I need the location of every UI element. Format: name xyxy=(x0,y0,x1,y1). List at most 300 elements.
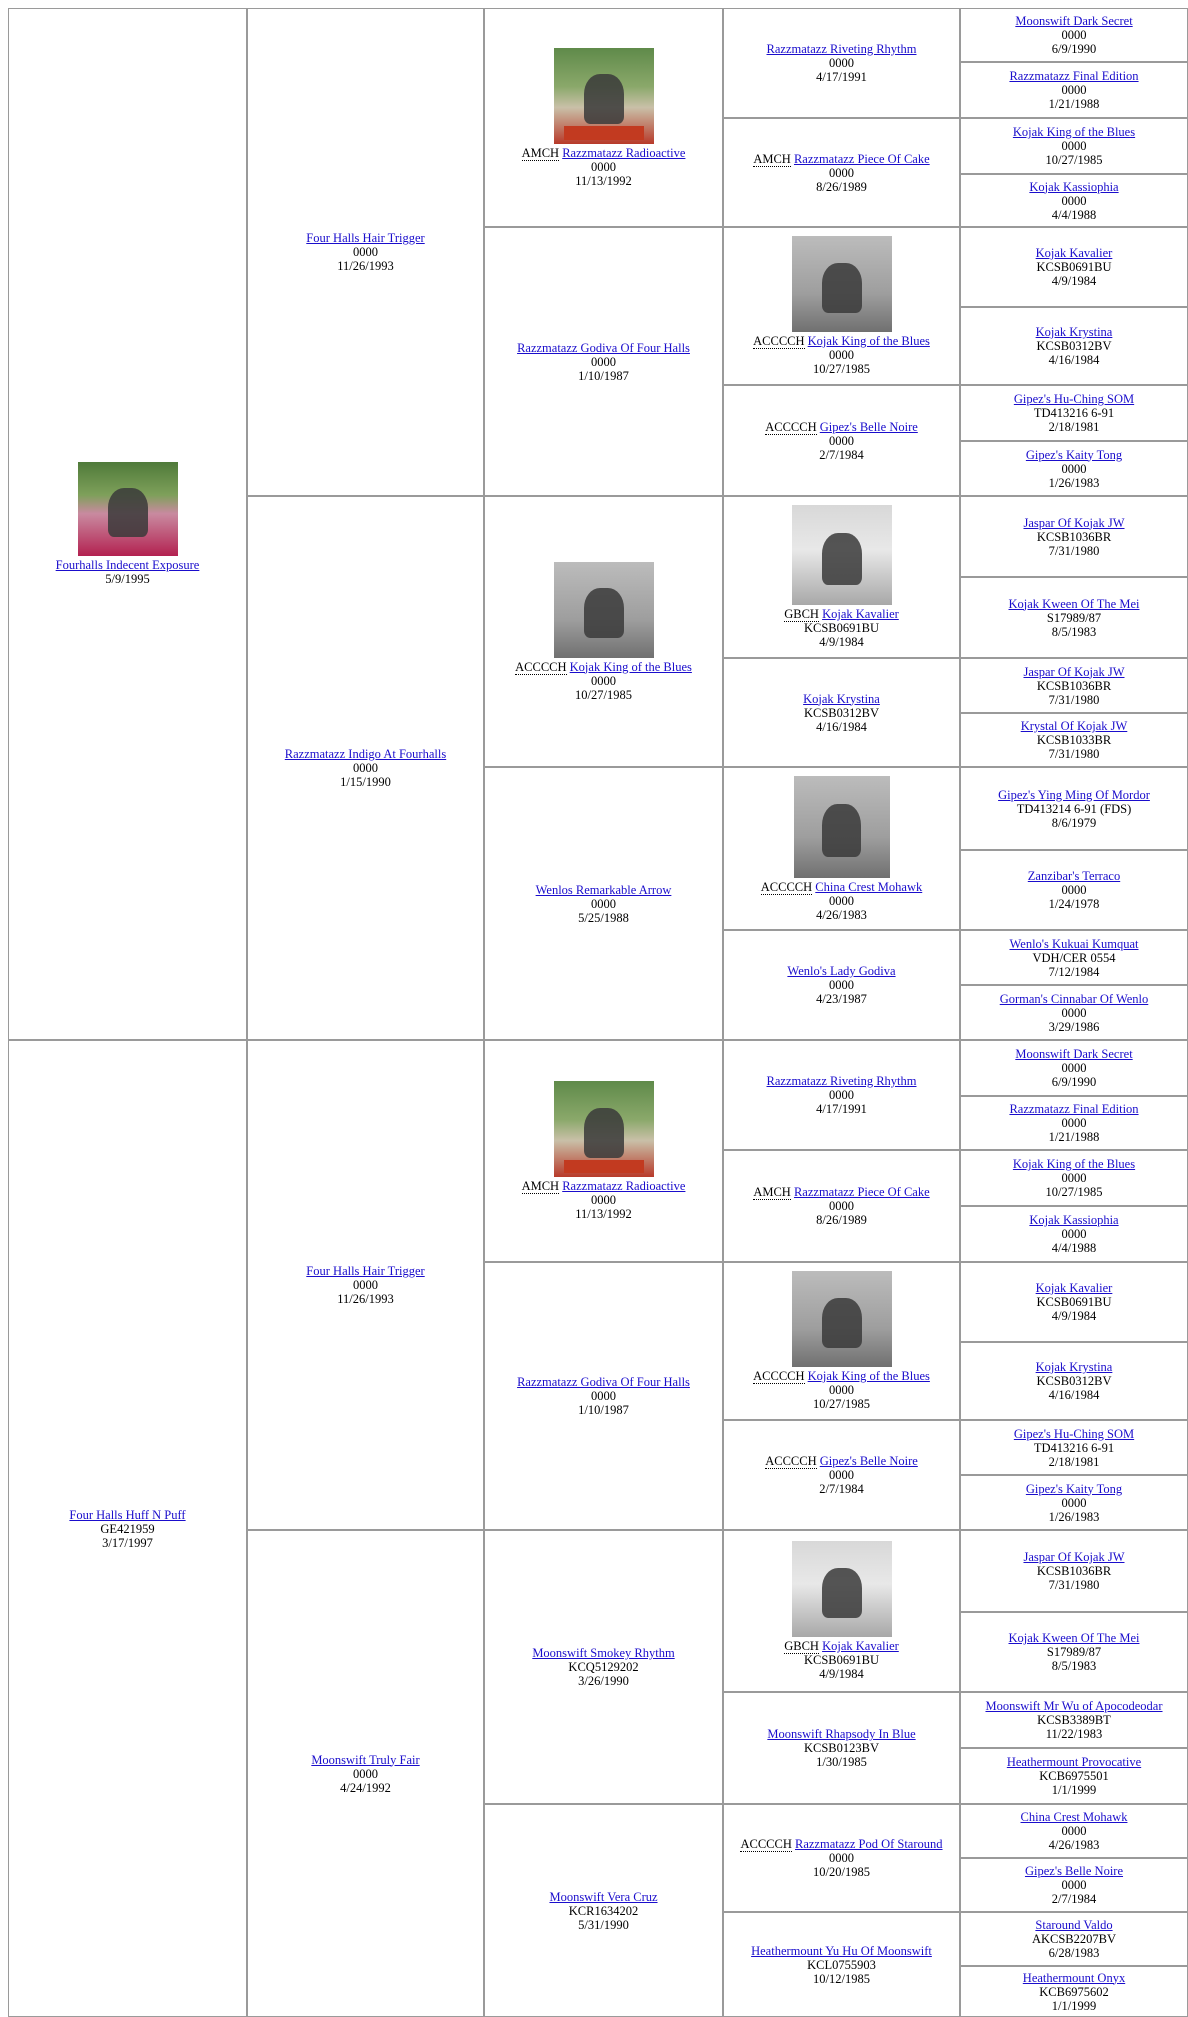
registration-number: 0000 xyxy=(829,165,854,180)
dog-name-line xyxy=(532,1646,674,1660)
birth-date: 4/9/1984 xyxy=(1051,274,1097,288)
gen5-dog-cell xyxy=(960,1966,1188,2017)
gen5-dog-cell xyxy=(960,1342,1188,1420)
dog-name-link[interactable]: Kojak King of the Blues xyxy=(1012,125,1136,139)
dog-name-link[interactable]: Kojak King of the Blues xyxy=(807,334,930,348)
registration-number: 0000 xyxy=(591,1193,616,1207)
birth-date: 1/10/1987 xyxy=(578,368,629,383)
dog-title: AMCH xyxy=(521,145,560,160)
dog-name-link[interactable]: Razzmatazz Radioactive xyxy=(562,1179,686,1193)
registration-number: KCSB0312BV xyxy=(1036,339,1112,353)
gen5-dog-cell xyxy=(960,1262,1188,1342)
dog-name-line xyxy=(787,964,895,978)
gen5-dog-cell xyxy=(960,174,1188,227)
gen5-dog-cell xyxy=(960,1420,1188,1475)
birth-date: 4/24/1992 xyxy=(340,1780,391,1795)
dog-name-line xyxy=(765,1454,918,1468)
dog-name-line xyxy=(1023,516,1124,530)
dog-figure xyxy=(108,488,148,537)
dog-name-link[interactable]: Kojak Kavalier xyxy=(1035,1281,1113,1295)
gen3-dog-cell xyxy=(484,1040,723,1262)
birth-date: 8/26/1989 xyxy=(816,1213,867,1227)
birth-date: 1/1/1999 xyxy=(1051,1783,1097,1797)
dog-name-line xyxy=(761,880,922,894)
registration-number: 0000 xyxy=(829,1468,854,1482)
registration-number: GE421959 xyxy=(100,1521,155,1536)
registration-number: 0000 xyxy=(829,1199,854,1213)
gen4-dog-cell xyxy=(723,930,960,1040)
birth-date: 8/5/1983 xyxy=(1051,1659,1097,1673)
registration-number: KCSB3389BT xyxy=(1037,1713,1111,1727)
birth-date: 4/9/1984 xyxy=(1051,1309,1097,1323)
registration-number: 0000 xyxy=(353,761,378,775)
dog-name-line xyxy=(985,1699,1162,1713)
dog-name-line xyxy=(1023,665,1124,679)
registration-number: 0000 xyxy=(829,893,854,908)
dog-name-link[interactable]: Kojak Kavalier xyxy=(822,607,899,621)
dog-name-line xyxy=(517,341,690,355)
dog-name-link[interactable]: Razzmatazz Indigo At Fourhalls xyxy=(284,747,447,761)
dog-name-link[interactable]: Heathermount Onyx xyxy=(1022,1970,1126,1985)
gen3-dog-cell xyxy=(484,1530,723,1804)
birth-date: 6/9/1990 xyxy=(1051,1075,1097,1089)
birth-date: 8/6/1979 xyxy=(1051,815,1097,830)
birth-date: 4/17/1991 xyxy=(816,70,867,84)
dog-name-line xyxy=(740,1837,942,1851)
birth-date: 2/18/1981 xyxy=(1048,1454,1100,1469)
show-banner xyxy=(564,1160,644,1173)
gen4-dog-cell xyxy=(723,1912,960,2017)
birth-date: 4/17/1991 xyxy=(816,1102,867,1116)
birth-date: 11/26/1993 xyxy=(337,259,394,273)
dog-name-line xyxy=(306,231,424,245)
dog-photo[interactable] xyxy=(794,776,890,878)
dog-name-link[interactable]: Kojak King of the Blues xyxy=(1012,1157,1136,1171)
birth-date: 1/26/1983 xyxy=(1048,475,1100,490)
dog-name-link[interactable]: Kojak King of the Blues xyxy=(807,1369,930,1383)
gen4-dog-cell xyxy=(723,1150,960,1262)
dog-name-link[interactable]: Razzmatazz Final Edition xyxy=(1009,1102,1139,1116)
dog-figure xyxy=(822,263,862,313)
registration-number: 0000 xyxy=(829,433,854,448)
dog-name-line xyxy=(1023,1550,1124,1564)
dog-name-line xyxy=(1029,1213,1118,1227)
gen4-dog-cell xyxy=(723,8,960,118)
registration-number: 0000 xyxy=(591,896,616,911)
dog-title: ACCCCH xyxy=(753,1369,805,1383)
registration-number: 0000 xyxy=(1061,1005,1087,1020)
dog-name-line xyxy=(784,607,899,621)
birth-date: 6/28/1983 xyxy=(1048,1946,1100,1960)
gen3-dog-cell xyxy=(484,8,723,227)
dog-name-line xyxy=(517,1375,690,1389)
gen5-dog-cell xyxy=(960,1475,1188,1530)
birth-date: 11/26/1993 xyxy=(337,1292,394,1306)
gen4-dog-cell xyxy=(723,1692,960,1804)
registration-number: KCSB0691BU xyxy=(1036,260,1112,274)
dog-figure xyxy=(584,74,624,124)
dog-name-line xyxy=(1015,1047,1132,1061)
dog-name-link[interactable]: Gorman's Cinnabar Of Wenlo xyxy=(999,991,1149,1006)
dog-name-link[interactable]: Razzmatazz Riveting Rhythm xyxy=(766,1074,917,1088)
dog-name-line xyxy=(69,1508,185,1522)
dog-name-link[interactable]: Razzmatazz Pod Of Staround xyxy=(795,1837,943,1851)
dog-name-link[interactable]: Razzmatazz Piece Of Cake xyxy=(793,151,930,166)
registration-number: 0000 xyxy=(353,1278,378,1292)
dog-name-link[interactable]: Moonswift Dark Secret xyxy=(1015,14,1133,28)
gen4-dog-cell xyxy=(723,1040,960,1150)
gen4-dog-cell xyxy=(723,1420,960,1530)
registration-number: TD413216 6-91 xyxy=(1033,1440,1115,1455)
registration-number: KCSB0123BV xyxy=(803,1741,880,1755)
dog-name-line xyxy=(1023,1971,1125,1985)
dog-name-link[interactable]: Wenlo's Kukuai Kumquat xyxy=(1009,936,1139,951)
birth-date: 8/5/1983 xyxy=(1051,624,1097,639)
dog-photo[interactable] xyxy=(792,236,892,332)
gen5-dog-cell xyxy=(960,307,1188,385)
dog-name-line xyxy=(311,1753,419,1767)
birth-date: 10/20/1985 xyxy=(813,1865,870,1879)
dog-name-line xyxy=(1009,937,1138,951)
dog-name-line xyxy=(522,1179,686,1193)
dog-name-line xyxy=(998,788,1150,802)
dog-name-line xyxy=(1026,1482,1122,1496)
dog-name-link[interactable]: Kojak Kavalier xyxy=(822,1639,899,1653)
birth-date: 1/1/1999 xyxy=(1051,1998,1097,2013)
registration-number: AKCSB2207BV xyxy=(1031,1932,1117,1946)
registration-number: 0000 xyxy=(591,1389,616,1403)
dog-title: GBCH xyxy=(784,1639,819,1653)
dog-name-line xyxy=(549,1890,657,1904)
dog-name-line xyxy=(1013,125,1135,139)
registration-number: 0000 xyxy=(829,348,854,362)
gen3-dog-cell xyxy=(484,496,723,767)
dog-name-line xyxy=(753,1185,929,1199)
birth-date: 5/9/1995 xyxy=(105,572,150,586)
registration-number: 0000 xyxy=(1061,1227,1087,1241)
dog-photo[interactable] xyxy=(554,48,654,144)
dog-name-link[interactable]: Kojak Kassiophia xyxy=(1029,1213,1119,1227)
dog-name-line xyxy=(536,883,672,897)
registration-number: 0000 xyxy=(1061,1878,1087,1892)
dog-name-link[interactable]: Gipez's Hu-Ching SOM xyxy=(1013,392,1135,406)
gen5-dog-cell xyxy=(960,1912,1188,1966)
dog-name-link[interactable]: Heathermount Provocative xyxy=(1006,1755,1142,1769)
registration-number: 0000 xyxy=(829,56,854,70)
dog-title: ACCCCH xyxy=(765,419,817,434)
birth-date: 4/4/1988 xyxy=(1051,1241,1097,1255)
dog-name-link[interactable]: China Crest Mohawk xyxy=(1020,1810,1128,1824)
dog-name-line xyxy=(1036,1360,1113,1374)
show-banner xyxy=(564,126,644,139)
gen5-dog-cell xyxy=(960,1748,1188,1804)
gen1-dog-cell xyxy=(8,1040,247,2017)
dog-name-link[interactable]: Kojak Kavalier xyxy=(1035,246,1113,260)
dog-name-line xyxy=(515,660,692,674)
registration-number: KCSB1036BR xyxy=(1036,1564,1112,1578)
birth-date: 1/26/1983 xyxy=(1048,1509,1100,1524)
birth-date: 1/21/1988 xyxy=(1048,97,1100,111)
dog-name-link[interactable]: Krystal Of Kojak JW xyxy=(1020,719,1128,733)
dog-name-line xyxy=(753,152,929,166)
gen5-dog-cell xyxy=(960,1612,1188,1692)
registration-number: 0000 xyxy=(1061,193,1087,208)
dog-name-link[interactable]: Jaspar Of Kojak JW xyxy=(1023,515,1125,530)
gen3-dog-cell xyxy=(484,1804,723,2017)
gen2-dog-cell xyxy=(247,1040,484,1530)
dog-name-link[interactable]: Gipez's Belle Noire xyxy=(819,419,918,434)
dog-name-line xyxy=(1036,1281,1113,1295)
gen5-dog-cell xyxy=(960,1206,1188,1262)
dog-name-link[interactable]: Razzmatazz Godiva Of Four Halls xyxy=(517,1375,690,1389)
gen5-dog-cell xyxy=(960,1530,1188,1612)
dog-figure xyxy=(584,588,624,638)
dog-title: AMCH xyxy=(753,1185,791,1199)
gen2-dog-cell xyxy=(247,496,484,1040)
birth-date: 11/13/1992 xyxy=(575,173,632,188)
dog-figure xyxy=(822,1568,862,1618)
dog-name-line xyxy=(1015,14,1132,28)
dog-title: ACCCCH xyxy=(740,1837,792,1851)
dog-name-line xyxy=(285,747,446,761)
dog-name-line xyxy=(1009,1631,1140,1645)
dog-photo[interactable] xyxy=(792,1541,892,1637)
dog-name-link[interactable]: Moonswift Rhapsody In Blue xyxy=(767,1727,916,1741)
dog-name-link[interactable]: Jaspar Of Kojak JW xyxy=(1023,1550,1125,1564)
birth-date: 2/7/1984 xyxy=(819,1482,864,1496)
dog-name-link[interactable]: Gipez's Belle Noire xyxy=(819,1454,918,1468)
registration-number: S17989/87 xyxy=(1046,610,1102,625)
dog-name-line xyxy=(1021,1810,1128,1824)
dog-photo[interactable] xyxy=(554,562,654,658)
dog-name-link[interactable]: Fourhalls Indecent Exposure xyxy=(55,558,200,572)
dog-name-line xyxy=(765,420,918,434)
dog-name-line xyxy=(1009,597,1140,611)
dog-name-link[interactable]: Kojak King of the Blues xyxy=(569,659,692,674)
dog-name-link[interactable]: Gipez's Belle Noire xyxy=(1024,1864,1124,1878)
gen5-dog-cell xyxy=(960,713,1188,767)
dog-name-link[interactable]: Kojak Kassiophia xyxy=(1029,179,1119,194)
dog-name-link[interactable]: Wenlo's Lady Godiva xyxy=(787,964,896,978)
dog-figure xyxy=(822,1298,862,1348)
registration-number: KCSB0312BV xyxy=(1036,1374,1112,1388)
gen5-dog-cell xyxy=(960,8,1188,62)
birth-date: 7/31/1980 xyxy=(1048,747,1100,761)
dog-name-link[interactable]: Razzmatazz Final Edition xyxy=(1009,69,1139,83)
dog-name-line xyxy=(1025,1864,1123,1878)
gen4-dog-cell xyxy=(723,1262,960,1420)
birth-date: 10/27/1985 xyxy=(813,1397,870,1411)
birth-date: 3/29/1986 xyxy=(1048,1019,1100,1034)
birth-date: 2/18/1981 xyxy=(1048,420,1100,434)
gen5-dog-cell xyxy=(960,496,1188,577)
dog-photo[interactable] xyxy=(554,1081,654,1177)
dog-name-link[interactable]: Moonswift Smokey Rhythm xyxy=(532,1646,675,1660)
registration-number: 0000 xyxy=(591,159,616,174)
registration-number: KCR1634202 xyxy=(568,1903,639,1918)
gen5-dog-cell xyxy=(960,767,1188,850)
registration-number: TD413214 6-91 (FDS) xyxy=(1016,801,1132,816)
gen5-dog-cell xyxy=(960,1040,1188,1096)
registration-number: 0000 xyxy=(1061,139,1087,153)
registration-number: KCB6975602 xyxy=(1039,1984,1109,1999)
birth-date: 7/31/1980 xyxy=(1048,692,1100,707)
registration-number: 0000 xyxy=(829,978,854,992)
dog-title: AMCH xyxy=(521,1179,560,1193)
dog-name-link[interactable]: Jaspar Of Kojak JW xyxy=(1023,664,1125,679)
dog-name-line xyxy=(1014,1427,1134,1441)
dog-name-link[interactable]: Kojak Kween Of The Mei xyxy=(1008,596,1140,611)
dog-photo[interactable] xyxy=(78,462,178,556)
registration-number: 0000 xyxy=(1061,461,1087,476)
birth-date: 4/16/1984 xyxy=(1048,1388,1100,1402)
dog-name-link[interactable]: Kojak Kween Of The Mei xyxy=(1008,1631,1140,1645)
dog-name-line xyxy=(56,558,200,572)
dog-name-line xyxy=(1028,869,1120,883)
registration-number: KCL0755903 xyxy=(807,1957,876,1972)
dog-name-link[interactable]: Zanzibar's Terraco xyxy=(1027,869,1121,883)
dog-name-line xyxy=(1029,180,1118,194)
dog-name-link[interactable]: Heathermount Yu Hu Of Moonswift xyxy=(751,1943,932,1958)
birth-date: 4/26/1983 xyxy=(816,907,867,922)
dog-name-link[interactable]: Kojak Krystina xyxy=(1035,325,1113,339)
birth-date: 4/16/1984 xyxy=(1048,353,1100,367)
registration-number: KCSB1036BR xyxy=(1036,678,1112,693)
dog-name-line xyxy=(753,334,930,348)
birth-date: 4/26/1983 xyxy=(1048,1838,1100,1852)
birth-date: 4/9/1984 xyxy=(819,1667,864,1681)
dog-name-line xyxy=(767,1074,917,1088)
gen4-dog-cell xyxy=(723,1804,960,1912)
birth-date: 1/24/1978 xyxy=(1048,897,1100,911)
birth-date: 3/26/1990 xyxy=(578,1674,629,1688)
birth-date: 6/9/1990 xyxy=(1051,42,1097,56)
dog-name-link[interactable]: Razzmatazz Godiva Of Four Halls xyxy=(517,340,690,355)
dog-name-link[interactable]: Moonswift Truly Fair xyxy=(311,1752,420,1767)
dog-photo[interactable] xyxy=(792,505,892,605)
registration-number: 0000 xyxy=(829,1088,854,1102)
gen2-dog-cell xyxy=(247,1530,484,2017)
registration-number: 0000 xyxy=(591,354,616,369)
dog-name-link[interactable]: Four Halls Hair Trigger xyxy=(306,231,425,245)
dog-name-line xyxy=(1021,719,1128,733)
gen1-dog-cell xyxy=(8,8,247,1040)
dog-name-link[interactable]: Gipez's Kaity Tong xyxy=(1025,1481,1123,1496)
birth-date: 7/31/1980 xyxy=(1048,1578,1100,1592)
dog-name-line xyxy=(767,1727,915,1741)
dog-name-link[interactable]: Moonswift Vera Cruz xyxy=(549,1889,658,1904)
registration-number: KCSB0691BU xyxy=(1036,1295,1112,1309)
registration-number: 0000 xyxy=(1061,1171,1087,1185)
dog-name-line xyxy=(1035,1918,1112,1932)
dog-name-line xyxy=(1026,448,1122,462)
registration-number: 0000 xyxy=(1061,1495,1087,1510)
dog-name-link[interactable]: Wenlos Remarkable Arrow xyxy=(535,882,672,897)
dog-name-line xyxy=(767,42,917,56)
gen5-dog-cell xyxy=(960,1096,1188,1150)
dog-title: ACCCCH xyxy=(515,659,567,674)
birth-date: 1/15/1990 xyxy=(340,775,391,789)
registration-number: 0000 xyxy=(829,1383,854,1397)
dog-name-link[interactable]: Razzmatazz Piece Of Cake xyxy=(793,1185,930,1199)
dog-name-link[interactable]: Kojak Krystina xyxy=(1035,1360,1113,1374)
birth-date: 7/12/1984 xyxy=(1048,964,1100,979)
registration-number: KCSB0691BU xyxy=(803,1653,880,1667)
registration-number: TD413216 6-91 xyxy=(1033,406,1115,420)
dog-name-line xyxy=(1009,1102,1138,1116)
dog-figure xyxy=(584,1108,624,1158)
dog-photo[interactable] xyxy=(792,1271,892,1367)
dog-name-line xyxy=(522,146,686,160)
dog-name-line xyxy=(1014,392,1134,406)
dog-title: ACCCCH xyxy=(765,1454,817,1468)
dog-name-link[interactable]: Four Halls Hair Trigger xyxy=(306,1264,425,1278)
gen4-dog-cell xyxy=(723,1530,960,1692)
dog-name-link[interactable]: Gipez's Kaity Tong xyxy=(1025,447,1123,462)
birth-date: 11/22/1983 xyxy=(1045,1727,1103,1741)
birth-date: 4/4/1988 xyxy=(1051,207,1097,222)
registration-number: KCSB0691BU xyxy=(803,621,880,635)
dog-name-link[interactable]: China Crest Mohawk xyxy=(815,879,923,894)
registration-number: 0000 xyxy=(1061,28,1087,42)
dog-name-link[interactable]: Gipez's Hu-Ching SOM xyxy=(1013,1426,1135,1441)
dog-name-link[interactable]: Moonswift Dark Secret xyxy=(1015,1047,1133,1061)
birth-date: 1/21/1988 xyxy=(1048,1130,1100,1144)
birth-date: 10/27/1985 xyxy=(575,687,632,702)
gen5-dog-cell xyxy=(960,577,1188,658)
birth-date: 5/25/1988 xyxy=(578,910,629,925)
gen4-dog-cell xyxy=(723,118,960,227)
dog-name-line xyxy=(1000,992,1149,1006)
birth-date: 10/27/1985 xyxy=(813,362,870,376)
registration-number: KCSB1036BR xyxy=(1036,529,1112,544)
registration-number: 0000 xyxy=(1061,83,1087,97)
registration-number: 0000 xyxy=(1061,883,1087,897)
birth-date: 10/12/1985 xyxy=(813,1971,870,1986)
registration-number: 0000 xyxy=(591,673,616,688)
birth-date: 4/9/1984 xyxy=(819,635,864,649)
dog-name-link[interactable]: Kojak Krystina xyxy=(803,691,880,706)
dog-name-link[interactable]: Staround Valdo xyxy=(1035,1918,1113,1932)
dog-name-line xyxy=(1009,69,1138,83)
dog-name-link[interactable]: Gipez's Ying Ming Of Mordor xyxy=(998,787,1150,802)
registration-number: KCB6975501 xyxy=(1039,1769,1109,1783)
dog-name-line xyxy=(1013,1157,1135,1171)
gen5-dog-cell xyxy=(960,985,1188,1040)
dog-name-line xyxy=(784,1639,899,1653)
gen5-dog-cell xyxy=(960,850,1188,930)
gen3-dog-cell xyxy=(484,1262,723,1530)
gen5-dog-cell xyxy=(960,1692,1188,1748)
registration-number: KCQ5129202 xyxy=(568,1660,639,1674)
registration-number: KCSB1033BR xyxy=(1036,733,1112,747)
registration-number: 0000 xyxy=(1061,1116,1087,1130)
birth-date: 1/10/1987 xyxy=(578,1403,629,1417)
dog-name-link[interactable]: Razzmatazz Radioactive xyxy=(562,145,686,160)
dog-name-link[interactable]: Moonswift Mr Wu of Apocodeodar xyxy=(985,1699,1163,1713)
dog-name-link[interactable]: Razzmatazz Riveting Rhythm xyxy=(766,42,917,56)
gen4-dog-cell xyxy=(723,385,960,496)
registration-number: VDH/CER 0554 xyxy=(1032,950,1116,965)
dog-name-link[interactable]: Four Halls Huff N Puff xyxy=(69,1507,186,1522)
registration-number: 0000 xyxy=(1061,1061,1087,1075)
dog-name-line xyxy=(306,1264,424,1278)
dog-figure xyxy=(822,533,862,585)
birth-date: 7/31/1980 xyxy=(1048,543,1100,558)
gen5-dog-cell xyxy=(960,1150,1188,1206)
birth-date: 11/13/1992 xyxy=(575,1207,632,1221)
gen5-dog-cell xyxy=(960,62,1188,118)
